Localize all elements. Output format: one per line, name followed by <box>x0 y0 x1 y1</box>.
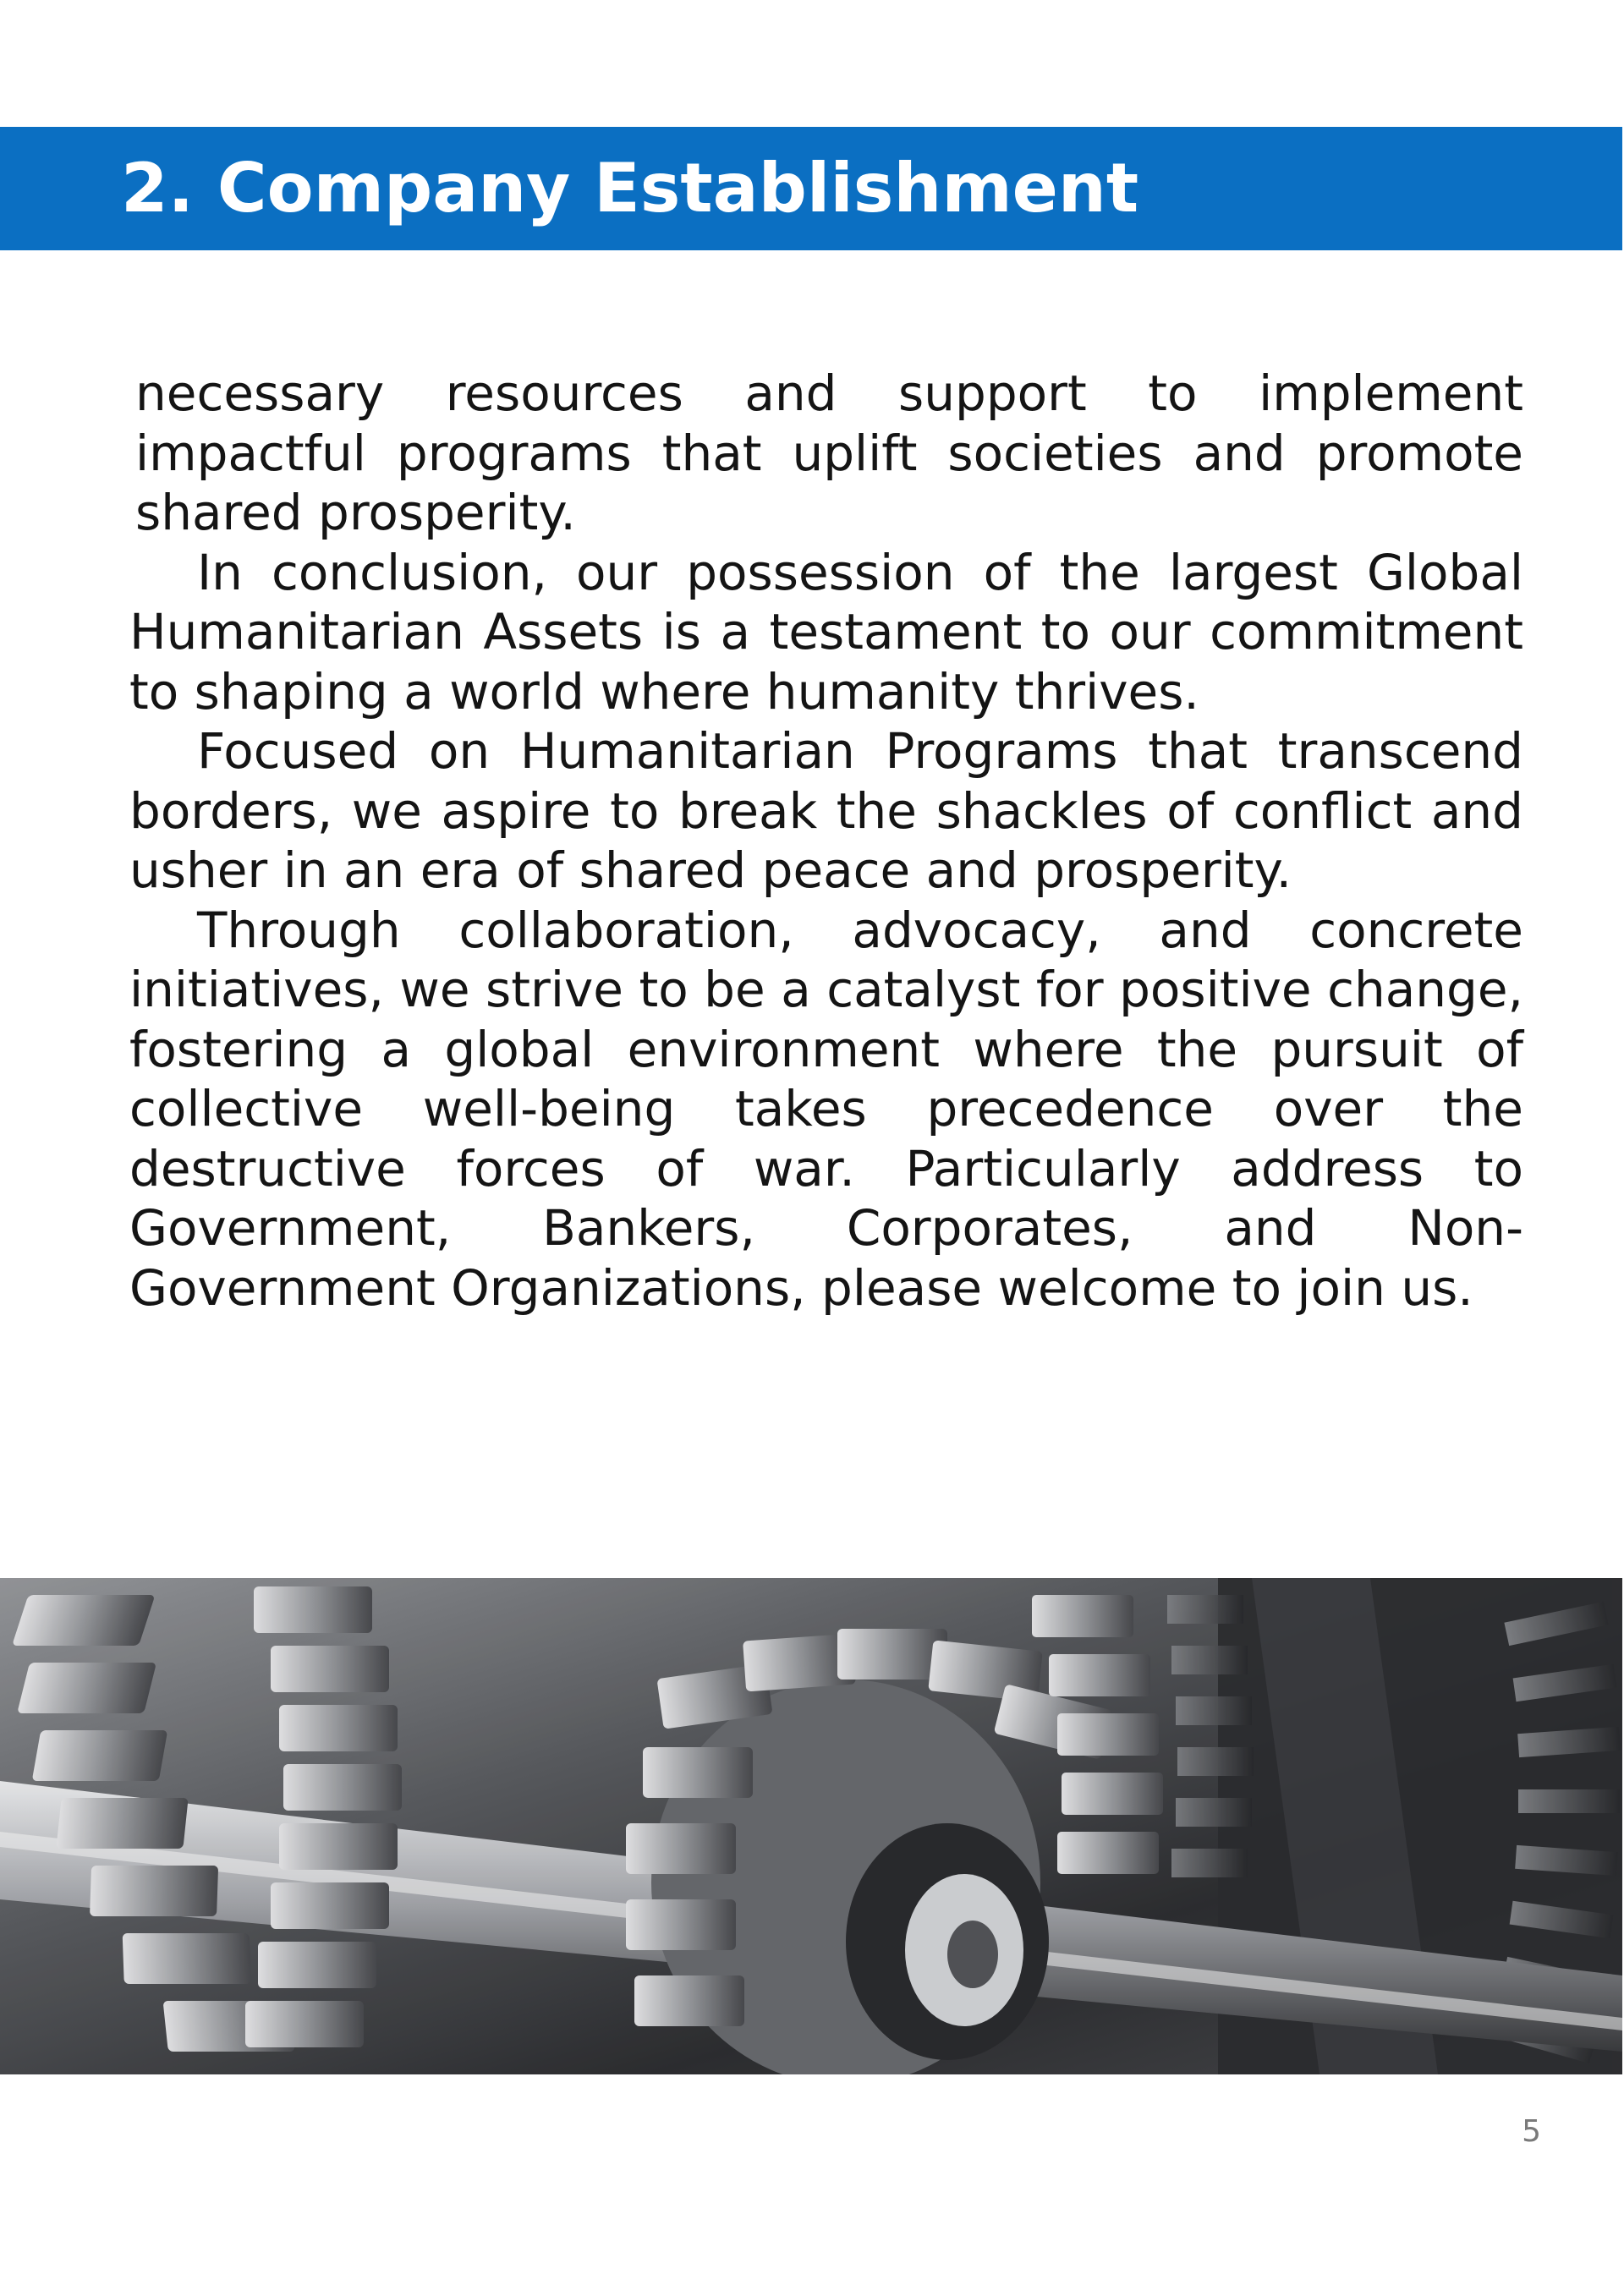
paragraph-collaboration: Through collaboration, advocacy, and concrete initiatives, we strive to be a catalyst for positive change, fostering a global environment where the pursuit of collective well-being takes precedence over the destructive forces of war. Particularly address to Government, Bankers, Corporates, and Non-Government Organizations, please welcome to join us. <box>129 901 1523 1317</box>
gears-illustration <box>0 1578 1622 2074</box>
body-text <box>129 364 1523 1318</box>
paragraph-humanitarian-programs: Focused on Humanitarian Programs that transcend borders, we aspire to break the shackles of conflict and usher in an era of shared peace and prosperity. <box>129 722 1523 899</box>
paragraph-conclusion: In conclusion, our possession of the largest Global Humanitarian Assets is a testament to our commitment to shaping a world where humanity thrives. <box>129 543 1523 721</box>
section-header-band <box>0 127 1622 250</box>
page-title: 2. Company Establishment <box>121 149 1139 227</box>
paragraph-continuation: necessary resources and support to implement impactful programs that uplift societies and promote shared prosperity. <box>135 364 1523 541</box>
gears-photo <box>0 1578 1622 2074</box>
page-number: 5 <box>1522 2114 1541 2149</box>
